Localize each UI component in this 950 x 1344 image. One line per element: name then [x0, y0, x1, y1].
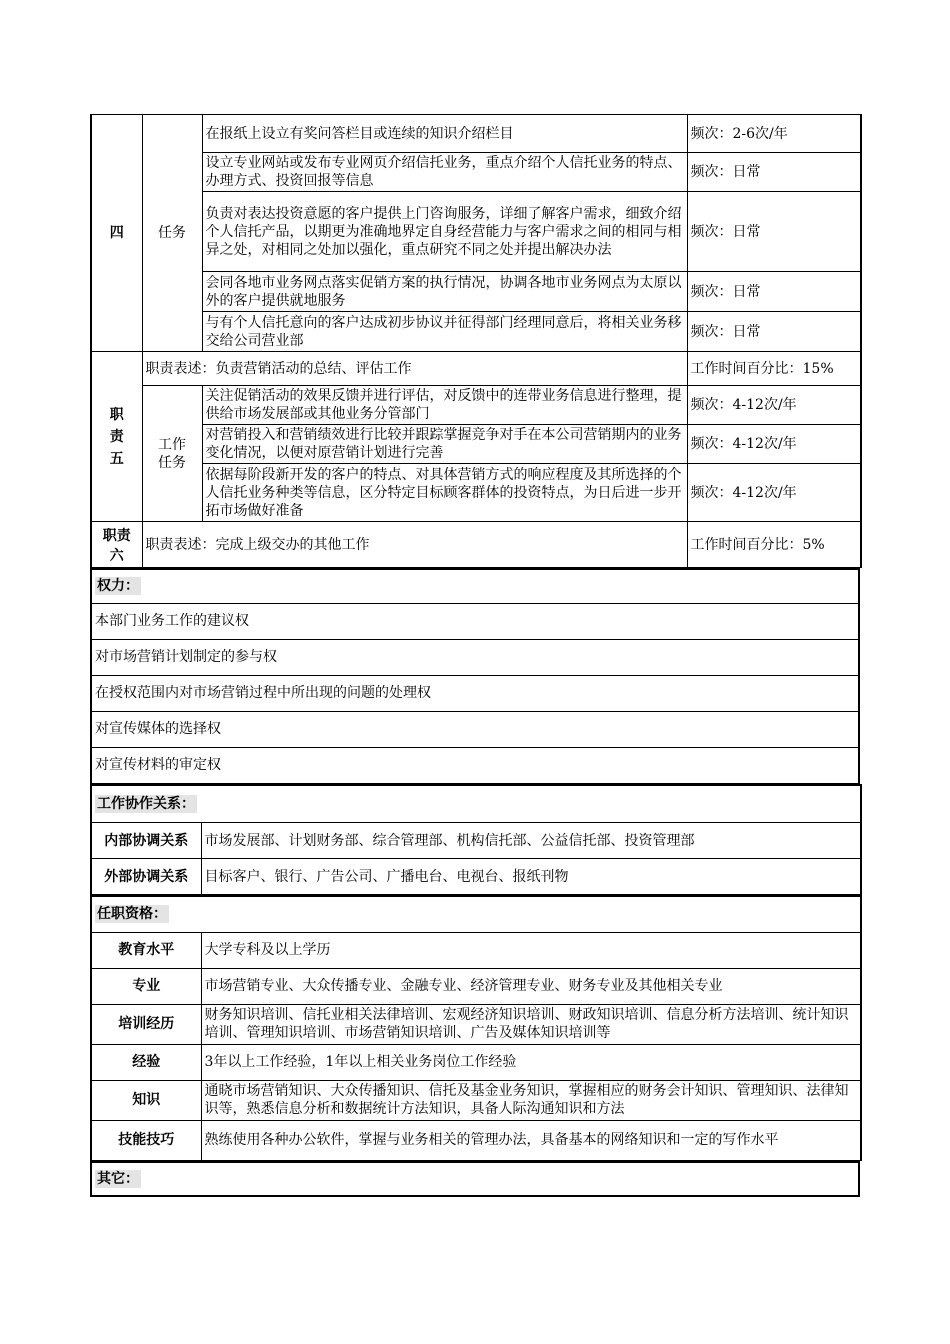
internal-relations-label: 内部协调关系 [91, 823, 201, 859]
qualifications-title: 任职资格： [97, 906, 167, 923]
duty4-number: 四 [91, 115, 142, 352]
other-title: 其它： [97, 1170, 139, 1187]
other-table [90, 1161, 860, 1197]
qualification-value: 市场营销专业、大众传播专业、金融专业、经济管理专业、财务专业及其他相关专业 [201, 968, 861, 1004]
qualification-label: 专业 [91, 968, 201, 1004]
job-description-page [90, 114, 860, 1197]
duty4-task-row [91, 312, 861, 352]
power-section-title [91, 569, 859, 603]
qualifications-table [90, 895, 862, 1161]
qualification-label: 教育水平 [91, 932, 201, 968]
duty4-task-row [91, 153, 861, 192]
qualification-value: 3年以上工作经验，1年以上相关业务岗位工作经验 [201, 1044, 861, 1080]
duty4-task-text: 设立专业网站或发布专业网页介绍信托业务，重点介绍个人信托业务的特点、办理方式、投资回报等信息 [202, 153, 687, 192]
relations-table [90, 784, 862, 896]
duty5-time-percentage: 工作时间百分比：15% [687, 352, 861, 386]
external-relations-label: 外部协调关系 [91, 859, 201, 895]
duty5-task-row [91, 464, 861, 522]
duty5-task-freq: 频次：4-12次/年 [687, 464, 861, 522]
duty4-task-text: 在报纸上设立有奖问答栏目或连续的知识介绍栏目 [202, 115, 687, 153]
duty6-row [91, 522, 861, 568]
duty4-task-freq: 频次：日常 [687, 153, 861, 192]
power-title: 权力： [97, 578, 139, 595]
qualification-value: 通晓市场营销知识、大众传播知识、信托及基金业务知识，掌握相应的财务会计知识、管理知识、法律知识等，熟悉信息分析和数据统计方法知识，具备人际沟通知识和方法 [201, 1080, 861, 1120]
duty4-task-freq: 频次：2-6次/年 [687, 115, 861, 153]
qualification-label: 知识 [91, 1080, 201, 1120]
relations-section-title [91, 785, 861, 823]
power-item: 对宣传媒体的选择权 [91, 711, 859, 747]
duty4-task-freq: 频次：日常 [687, 192, 861, 272]
duties-table [90, 114, 862, 568]
power-table [90, 568, 860, 784]
duty5-task-freq: 频次：4-12次/年 [687, 386, 861, 425]
duty5-desc-row [91, 352, 861, 386]
power-item: 本部门业务工作的建议权 [91, 603, 859, 639]
duty4-task-row [91, 272, 861, 312]
relations-title: 工作协作关系： [97, 795, 195, 812]
qualification-value: 财务知识培训、信托业相关法律培训、宏观经济知识培训、财政知识培训、信息分析方法培训、统计知识培训、管理知识培训、市场营销知识培训、广告及媒体知识培训等 [201, 1004, 861, 1044]
duty4-task-text: 负责对表达投资意愿的客户提供上门咨询服务，详细了解客户需求，细致介绍个人信托产品，以期更为准确地界定自身经营能力与客户需求之间的相同与相异之处，对相同之处加以强化，重点研究不同之处并提出解决办法 [202, 192, 687, 272]
duty4-task-text: 与有个人信托意向的客户达成初步协议并征得部门经理同意后，将相关业务移交给公司营业部 [202, 312, 687, 352]
qualification-label: 技能技巧 [91, 1120, 201, 1160]
duty5-task-text: 对营销投入和营销绩效进行比较并跟踪掌握竞争对手在本公司营销期内的业务变化情况，以便对原营销计划进行完善 [202, 425, 687, 464]
external-relations-value: 目标客户、银行、广告公司、广播电台、电视台、报纸刊物 [201, 859, 861, 895]
duty4-task-freq: 频次：日常 [687, 272, 861, 312]
duty4-task-row [91, 192, 861, 272]
duty5-description: 职责表述：负责营销活动的总结、评估工作 [142, 352, 687, 386]
qualification-label: 培训经历 [91, 1004, 201, 1044]
duty5-task-text: 依据每阶段新开发的客户的特点、对具体营销方式的响应程度及其所选择的个人信托业务种类等信息，区分特定目标顾客群体的投资特点，为日后进一步开拓市场做好准备 [202, 464, 687, 522]
duty6-description: 职责表述：完成上级交办的其他工作 [142, 522, 687, 568]
internal-relations-value: 市场发展部、计划财务部、综合管理部、机构信托部、公益信托部、投资管理部 [201, 823, 861, 859]
duty5-task-freq: 频次：4-12次/年 [687, 425, 861, 464]
duty5-number: 职 责 五 [91, 352, 142, 522]
duty5-task-text: 关注促销活动的效果反馈并进行评估，对反馈中的连带业务信息进行整理，提供给市场发展部或其他业务分管部门 [202, 386, 687, 425]
duty4-task-label: 任务 [142, 115, 202, 352]
duty4-task-text: 会同各地市业务网点落实促销方案的执行情况，协调各地市业务网点为太原以外的客户提供就地服务 [202, 272, 687, 312]
power-item: 对宣传材料的审定权 [91, 747, 859, 783]
duty4-task-freq: 频次：日常 [687, 312, 861, 352]
power-item: 在授权范围内对市场营销过程中所出现的问题的处理权 [91, 675, 859, 711]
duty6-number: 职责 六 [91, 522, 142, 568]
qualification-value: 熟练使用各种办公软件，掌握与业务相关的管理办法，具备基本的网络知识和一定的写作水平 [201, 1120, 861, 1160]
duty5-task-row [91, 386, 861, 425]
qualifications-section-title [91, 896, 861, 932]
power-item: 对市场营销计划制定的参与权 [91, 639, 859, 675]
duty4-task-row [91, 115, 861, 153]
other-section-title [91, 1162, 859, 1196]
duty5-task-label: 工作 任务 [142, 386, 202, 522]
qualification-value: 大学专科及以上学历 [201, 932, 861, 968]
duty5-task-row [91, 425, 861, 464]
qualification-label: 经验 [91, 1044, 201, 1080]
duty6-time-percentage: 工作时间百分比：5% [687, 522, 861, 568]
